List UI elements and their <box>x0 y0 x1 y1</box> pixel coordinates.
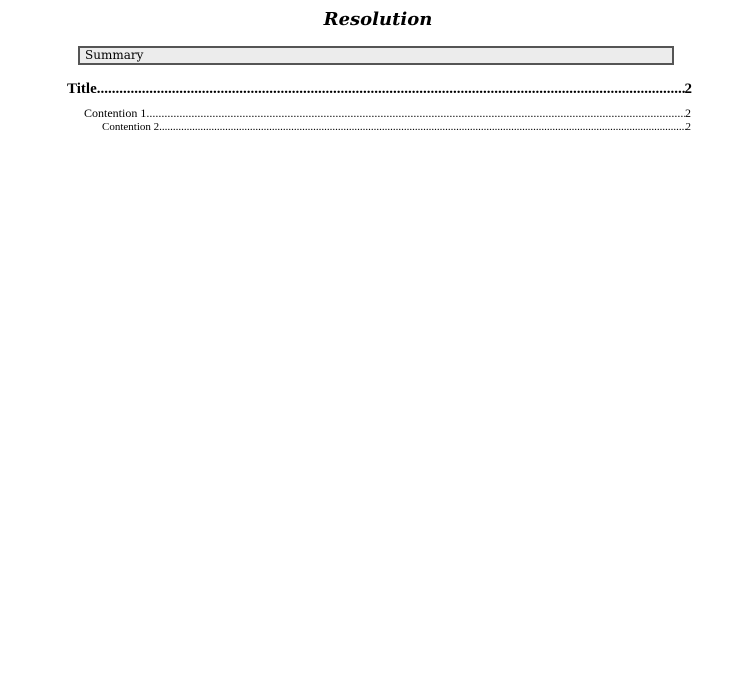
toc-entry-contention-1[interactable] <box>84 106 691 120</box>
toc-entry-title[interactable] <box>67 80 692 98</box>
toc-entry-label: Title <box>67 81 97 97</box>
toc-dot-leader <box>159 121 685 134</box>
summary-label: Summary <box>85 48 144 62</box>
toc-entry-label: Contention 1 <box>84 106 147 120</box>
summary-field[interactable] <box>78 46 674 65</box>
toc-page-number: 2 <box>685 121 691 133</box>
toc-dot-leader <box>97 80 685 98</box>
document-title: Resolution <box>323 9 433 30</box>
toc-entry-contention-2[interactable] <box>102 121 691 134</box>
toc-page-number: 2 <box>685 106 691 120</box>
toc-dot-leader <box>146 106 685 120</box>
toc-page-number: 2 <box>684 81 692 97</box>
toc-entry-label: Contention 2 <box>102 121 160 133</box>
